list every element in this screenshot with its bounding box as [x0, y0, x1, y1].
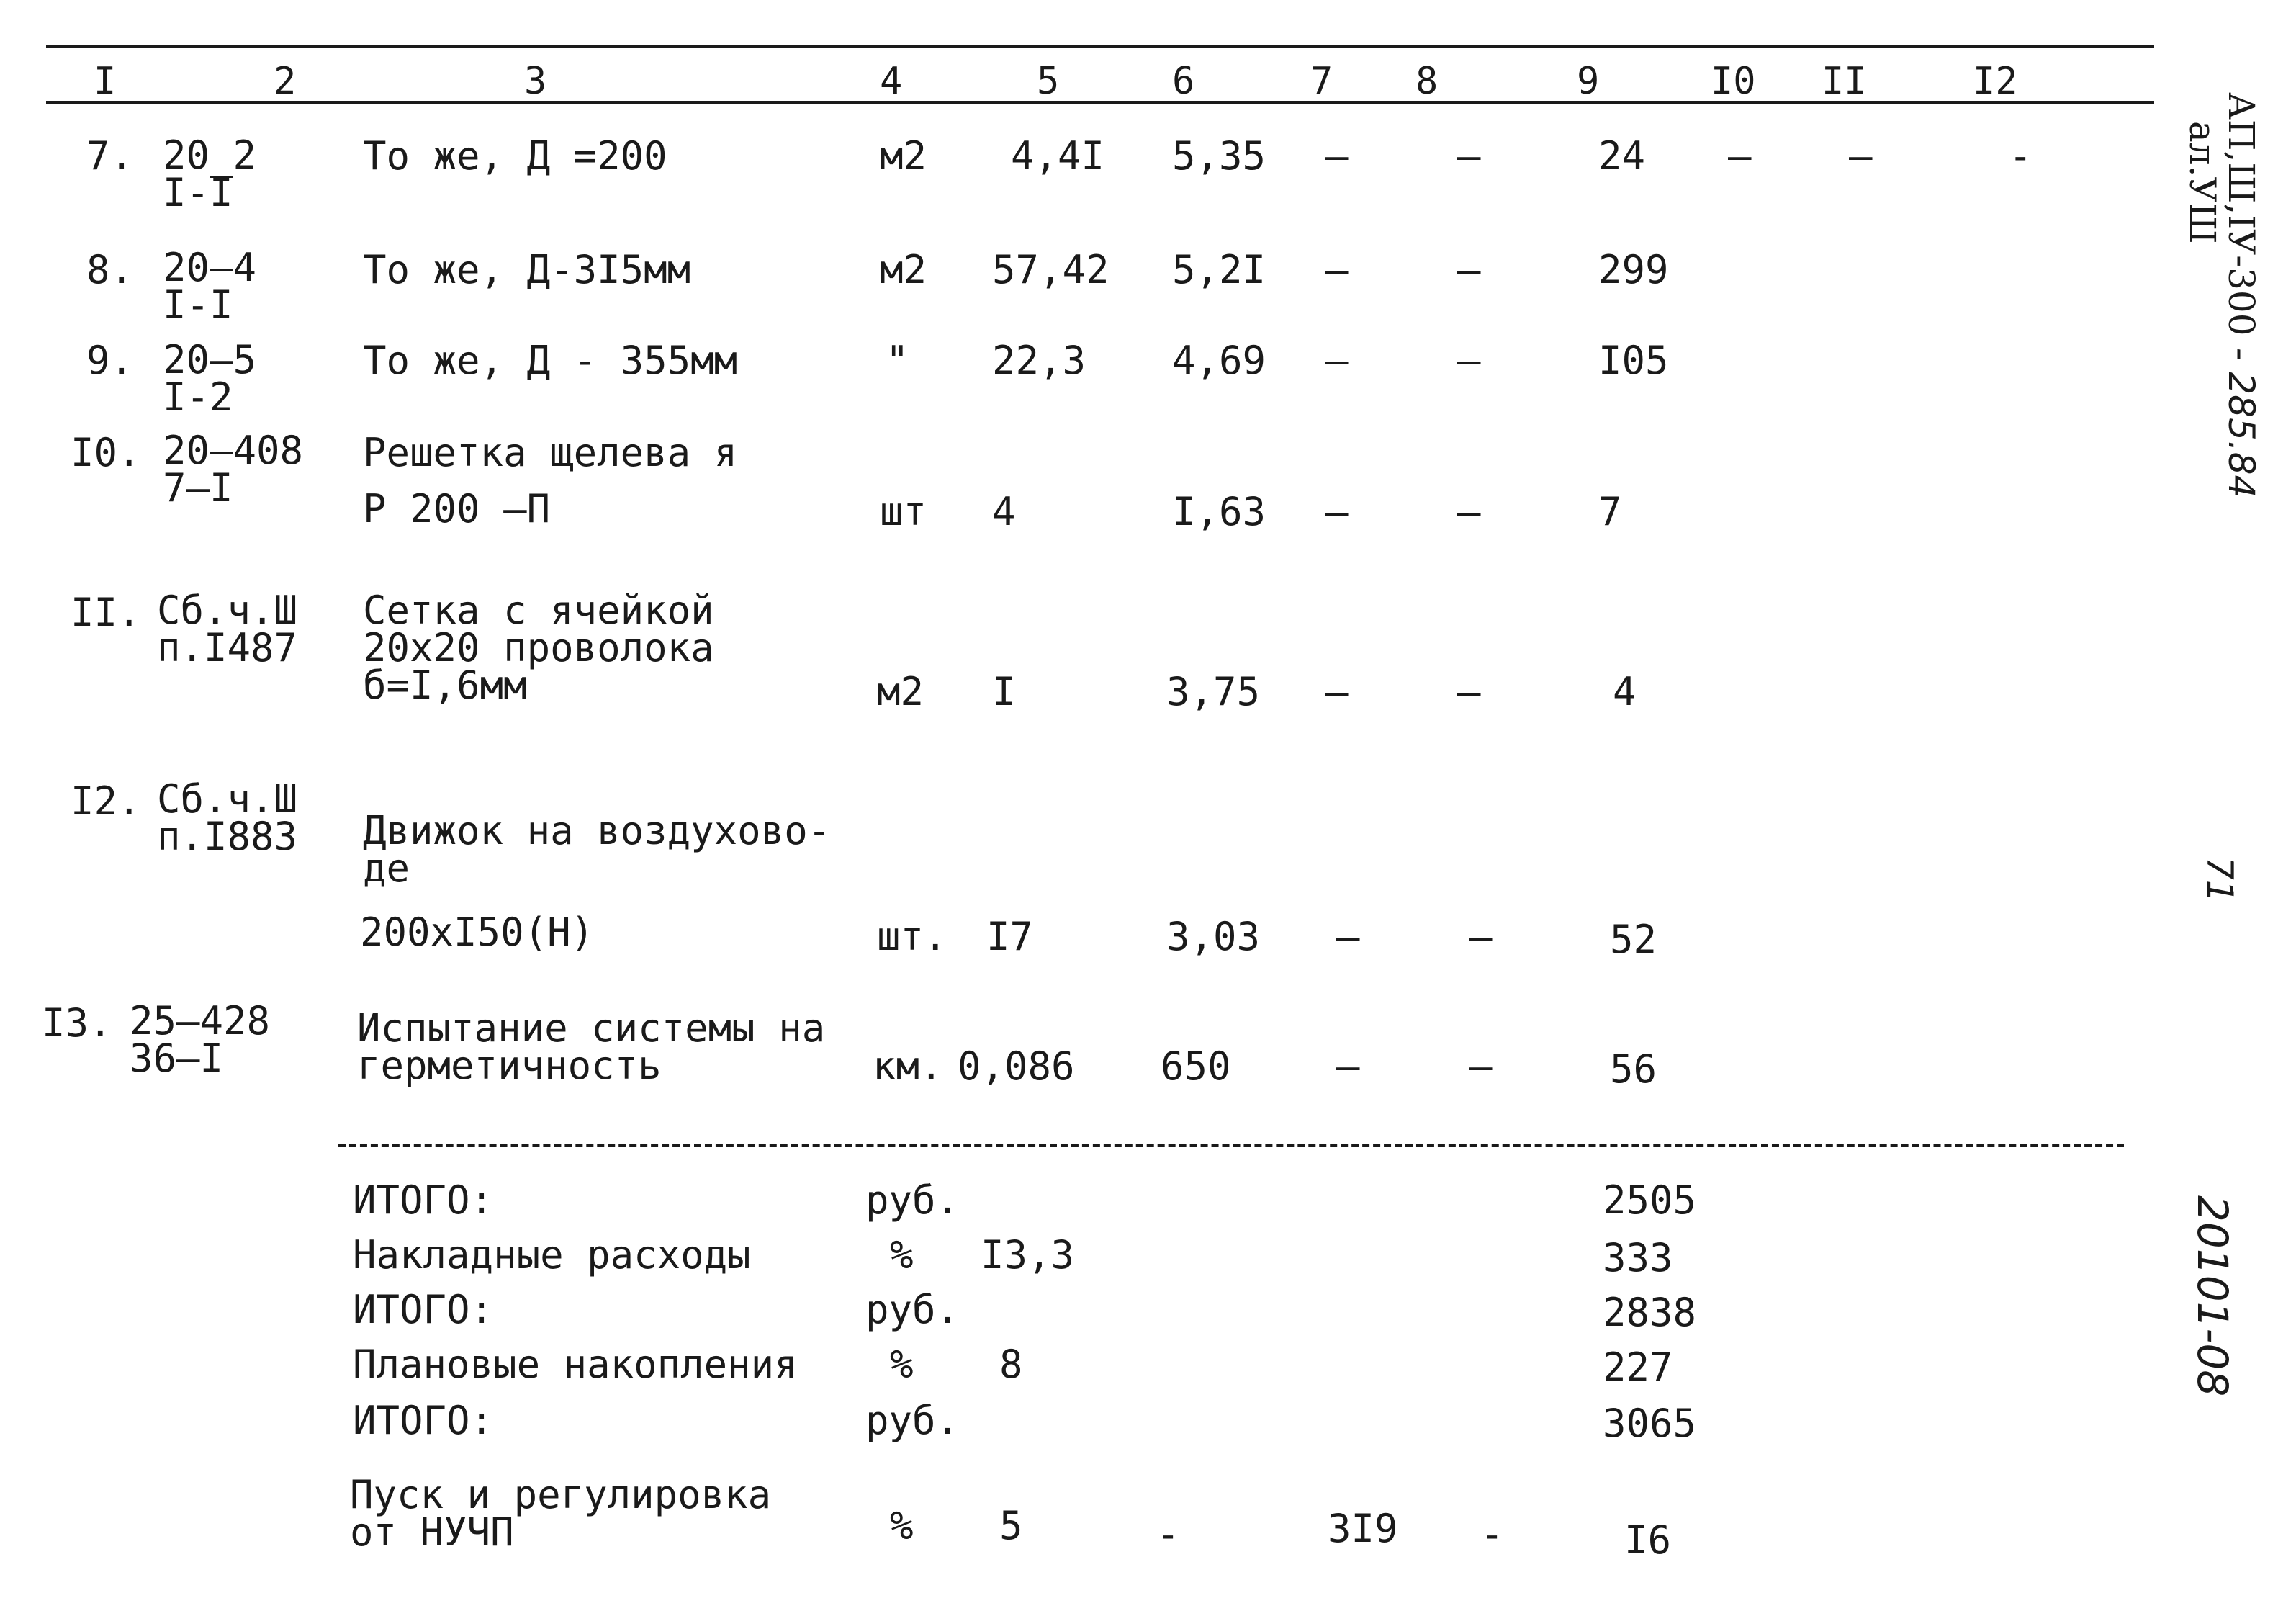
row-description: Решетка щелева я: [363, 430, 738, 475]
overhead-rate: I3,3: [981, 1232, 1075, 1278]
totals-separator: [338, 1144, 2124, 1147]
row-unit: км.: [873, 1043, 943, 1089]
row-col9: 56: [1610, 1046, 1657, 1092]
row-col8: –: [1457, 338, 1481, 383]
planned-savings-value: 227: [1603, 1345, 1673, 1390]
row-col7: –: [1336, 914, 1360, 959]
margin-sheet-number: 20101-08: [2188, 1195, 2237, 1397]
col-header-3: 3: [524, 60, 547, 103]
startup-col7: 3I9: [1328, 1506, 1398, 1551]
total-value: 2505: [1603, 1177, 1697, 1223]
col-header-9: 9: [1577, 60, 1600, 103]
row-col8: –: [1457, 489, 1481, 534]
row-col8: –: [1457, 133, 1481, 179]
total-value: 2838: [1603, 1290, 1697, 1335]
row-col7: –: [1325, 247, 1349, 292]
row-col5: I7: [986, 914, 1034, 959]
row-code: Сб.ч.Ш п.I487: [157, 588, 298, 670]
col-header-1: I: [94, 60, 117, 103]
total-value: 3065: [1603, 1401, 1697, 1446]
row-col7: –: [1325, 669, 1349, 714]
startup-col8: -: [1480, 1512, 1504, 1557]
total-unit: руб.: [865, 1398, 960, 1443]
row-description: То же, Д-3I5мм: [363, 247, 691, 292]
row-col9: 299: [1598, 247, 1669, 292]
row-col5: 4,4I: [1011, 133, 1105, 179]
row-number: I0.: [71, 430, 141, 475]
row-number: I2.: [71, 778, 141, 824]
row-col8: –: [1457, 669, 1481, 714]
row-col9: 52: [1610, 917, 1657, 962]
row-col10: –: [1728, 133, 1752, 179]
row-col6: 3,03: [1166, 914, 1261, 959]
total-label: ИТОГО:: [353, 1398, 494, 1443]
planned-savings-unit: %: [890, 1342, 914, 1387]
startup-value: I6: [1624, 1517, 1672, 1563]
startup-col6: -: [1156, 1512, 1180, 1557]
margin-album: ал.УШ: [2182, 121, 2223, 244]
planned-savings-rate: 8: [999, 1342, 1023, 1387]
row-code: 20–408 7–I: [163, 428, 304, 511]
row-col9: 24: [1598, 133, 1646, 179]
row-col5: 57,42: [992, 247, 1109, 292]
row-col8: –: [1457, 247, 1481, 292]
row-col7: –: [1336, 1043, 1360, 1089]
col-header-7: 7: [1310, 60, 1333, 103]
margin-doc-code: [2222, 92, 2261, 498]
total-label: ИТОГО:: [353, 1177, 494, 1223]
row-number: I3.: [42, 1000, 112, 1046]
col-header-8: 8: [1415, 60, 1439, 103]
total-label: ИТОГО:: [353, 1287, 494, 1332]
row-unit: м2: [880, 133, 927, 179]
row-col7: –: [1325, 133, 1349, 179]
col-header-10: I0: [1711, 60, 1756, 103]
row-col9: 4: [1613, 669, 1637, 714]
startup-rate: 5: [999, 1503, 1023, 1548]
row-col9: 7: [1598, 489, 1622, 534]
row-col6: I,63: [1172, 489, 1266, 534]
row-description: Движок на воздухово- де: [363, 808, 832, 891]
row-number: 8.: [86, 247, 134, 292]
row-description: То же, Д =200: [363, 133, 667, 179]
row-unit: ": [886, 338, 909, 383]
row-col11: –: [1849, 133, 1873, 179]
row-number: 9.: [86, 338, 134, 383]
row-unit: м2: [880, 247, 927, 292]
total-unit: руб.: [865, 1287, 960, 1332]
col-header-2: 2: [274, 60, 297, 103]
header-top-rule: [46, 45, 2154, 48]
row-col9: I05: [1598, 338, 1669, 383]
row-col6: 650: [1161, 1043, 1231, 1089]
row-number: II.: [71, 590, 141, 635]
row-unit: шт: [880, 489, 927, 534]
row-description-line2: Р 200 –П: [363, 486, 551, 531]
total-unit: руб.: [865, 1177, 960, 1223]
row-description: Сетка с ячейкой 20х20 проволока б=I,6мм: [363, 588, 714, 708]
row-col5: 0,086: [958, 1043, 1075, 1089]
row-col5: I: [992, 669, 1016, 714]
row-code: 20_2 I-I: [163, 133, 257, 215]
row-description: То же, Д - 355мм: [363, 338, 738, 383]
col-header-12: I2: [1973, 60, 2018, 103]
row-col12: -: [2009, 133, 2032, 179]
margin-page-number: 71: [2199, 857, 2241, 903]
startup-label: Пуск и регулировка от НУЧП: [350, 1472, 772, 1555]
row-number: 7.: [86, 133, 134, 179]
row-col7: –: [1325, 489, 1349, 534]
row-unit: шт.: [877, 914, 947, 959]
doc-suffix: - 285.84: [2220, 347, 2262, 498]
row-col8: –: [1469, 1043, 1493, 1089]
col-header-11: II: [1822, 60, 1867, 103]
startup-unit: %: [890, 1503, 914, 1548]
row-col6: 3,75: [1166, 669, 1261, 714]
col-header-4: 4: [880, 60, 903, 103]
overhead-unit: %: [890, 1232, 914, 1278]
row-col7: –: [1325, 338, 1349, 383]
planned-savings-label: Плановые накопления: [353, 1342, 798, 1387]
row-description-line2: 200хI50(Н): [360, 910, 595, 955]
col-header-6: 6: [1172, 60, 1195, 103]
row-code: Сб.ч.Ш п.I883: [157, 776, 298, 859]
row-description: Испытание системы на герметичность: [357, 1005, 826, 1088]
row-code: 25–428 36–I: [130, 998, 271, 1081]
row-col5: 4: [992, 489, 1016, 534]
overhead-value: 333: [1603, 1235, 1673, 1280]
row-col6: 4,69: [1172, 338, 1266, 383]
row-code: 20–5 I-2: [163, 337, 257, 420]
overhead-label: Накладные расходы: [353, 1232, 751, 1278]
col-header-5: 5: [1037, 60, 1060, 103]
row-col5: 22,3: [992, 338, 1086, 383]
doc-code: АП,Ш,IУ-300: [2220, 92, 2262, 336]
row-col6: 5,35: [1172, 133, 1266, 179]
row-col8: –: [1469, 914, 1493, 959]
row-col6: 5,2I: [1172, 247, 1266, 292]
row-unit: м2: [877, 669, 924, 714]
row-code: 20–4 I-I: [163, 245, 257, 328]
